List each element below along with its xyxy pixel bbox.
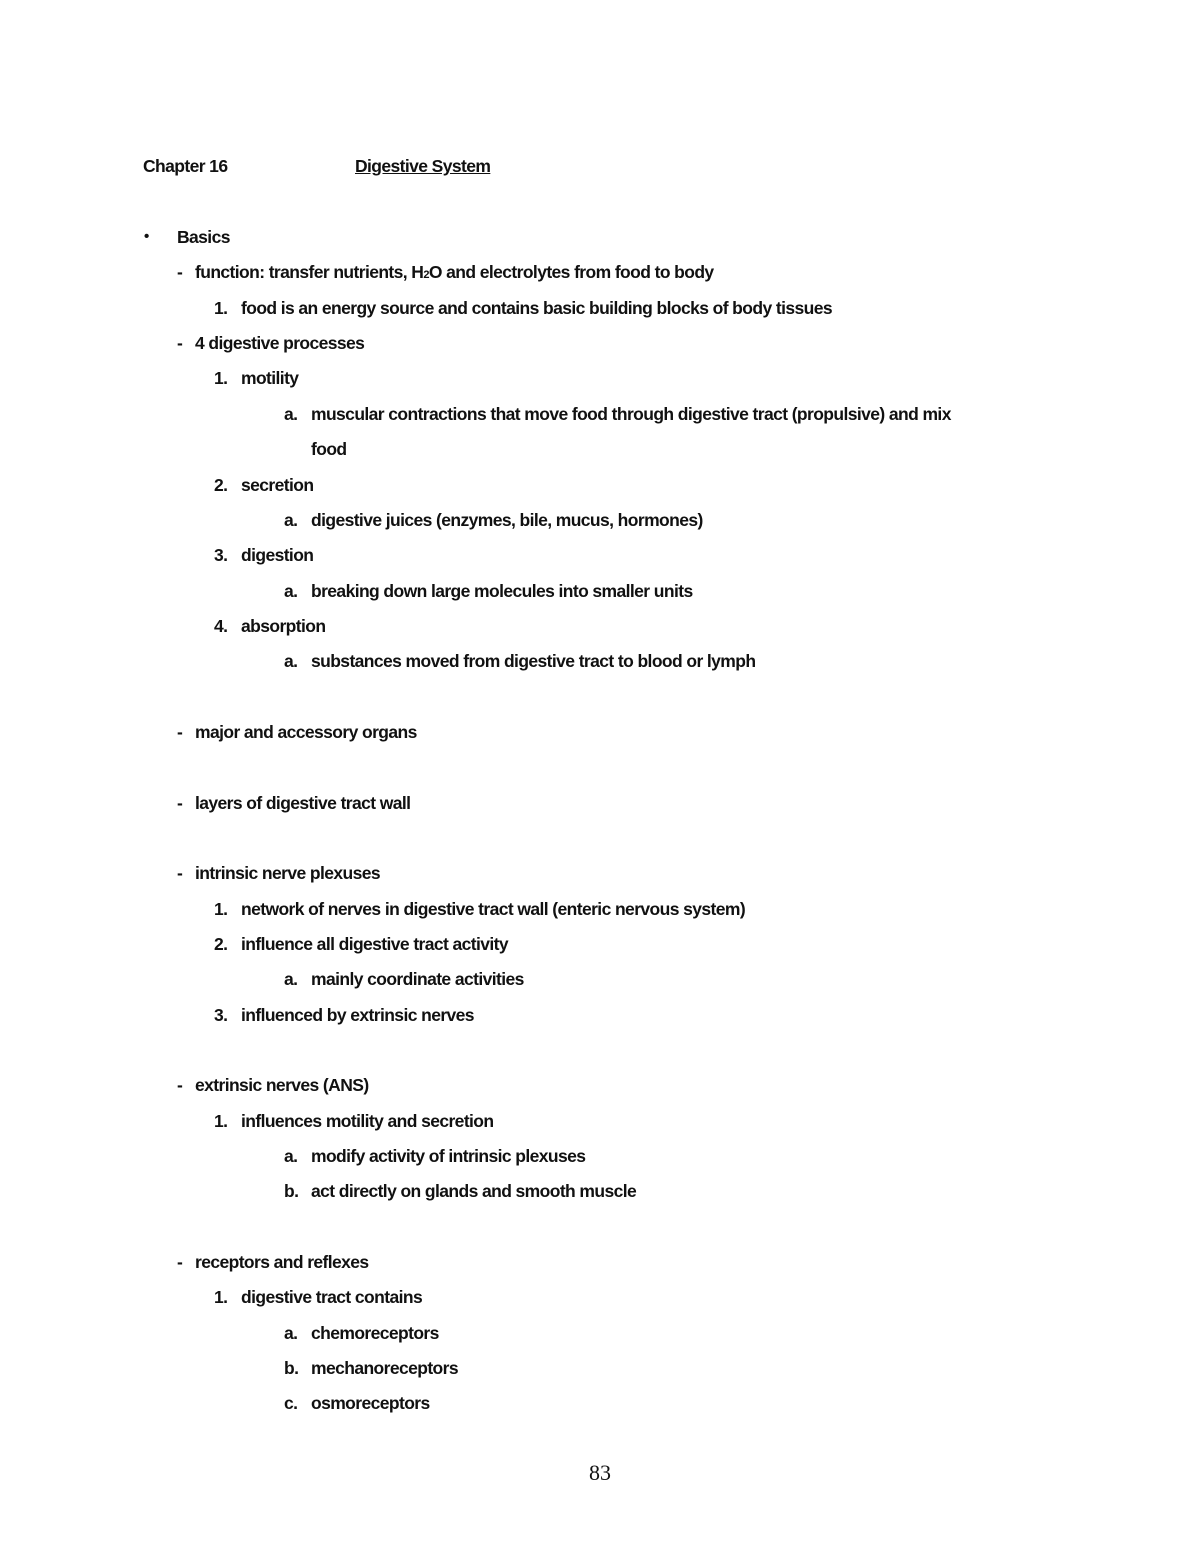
number-marker: 1. [214, 1287, 228, 1307]
receptors-1a-text: chemoreceptors [311, 1323, 439, 1343]
item-receptors-1c [284, 1392, 430, 1414]
item-intrinsic-2a [284, 968, 524, 990]
heading-basics [177, 226, 230, 248]
number-marker: 2. [214, 934, 228, 954]
item-organs [177, 721, 417, 743]
item-intrinsic-2 [214, 933, 508, 955]
item-receptors [177, 1251, 369, 1273]
item-layers [177, 792, 410, 814]
dash-marker: - [177, 722, 183, 742]
page-title: Digestive System [355, 156, 491, 176]
absorption-text: absorption [241, 616, 326, 636]
receptors-1c-text: osmoreceptors [311, 1393, 430, 1413]
item-absorption-a [284, 650, 755, 672]
extrinsic-1-text: influences motility and secretion [241, 1111, 494, 1131]
letter-marker: b. [284, 1358, 299, 1378]
number-marker: 2. [214, 475, 228, 495]
item-secretion-a [284, 509, 703, 531]
item-function: - function: transfer nutrients, H 2 O and electrolytes from food to body [177, 262, 714, 282]
item-motility-a-cont [311, 438, 347, 460]
item-motility [214, 367, 298, 389]
motility-a-text-cont: food [311, 439, 347, 459]
organs-text: major and accessory organs [195, 722, 417, 742]
digestion-a-text: breaking down large molecules into smaller units [311, 581, 693, 601]
item-extrinsic-1a [284, 1145, 585, 1167]
intrinsic-1-text: network of nerves in digestive tract wall (enteric nervous system) [241, 899, 746, 919]
bullet-icon: • [144, 228, 150, 245]
digestion-text: digestion [241, 545, 314, 565]
dash-marker: - [177, 863, 183, 883]
item-receptors-1b [284, 1357, 458, 1379]
item-extrinsic-1 [214, 1110, 493, 1132]
letter-marker: a. [284, 581, 298, 601]
dash-marker: - [177, 793, 183, 813]
item-receptors-1a [284, 1322, 439, 1344]
item-digestion-a [284, 580, 693, 602]
item-extrinsic [177, 1074, 369, 1096]
letter-marker: a. [284, 651, 298, 671]
number-marker: 3. [214, 1005, 228, 1025]
item-digestion [214, 544, 313, 566]
number-marker: 1. [214, 899, 228, 919]
number-marker: 4. [214, 616, 228, 636]
item-intrinsic [177, 862, 380, 884]
number-marker: 1. [214, 1111, 228, 1131]
item-secretion [214, 474, 313, 496]
extrinsic-1b-text: act directly on glands and smooth muscle [311, 1181, 637, 1201]
dash-marker: - [177, 1252, 183, 1272]
letter-marker: b. [284, 1181, 299, 1201]
number-marker: 1. [214, 368, 228, 388]
letter-marker: a. [284, 1146, 298, 1166]
function-text-pre: function: transfer nutrients, H [195, 262, 424, 282]
dash-marker: - [177, 262, 183, 282]
item-intrinsic-3 [214, 1004, 474, 1026]
number-marker: 3. [214, 545, 228, 565]
item-absorption [214, 615, 325, 637]
letter-marker: a. [284, 510, 298, 530]
secretion-a-text: digestive juices (enzymes, bile, mucus, hormones) [311, 510, 703, 530]
intrinsic-3-text: influenced by extrinsic nerves [241, 1005, 474, 1025]
letter-marker: a. [284, 969, 298, 989]
layers-text: layers of digestive tract wall [195, 793, 411, 813]
food-text: food is an energy source and contains basic building blocks of body tissues [241, 298, 832, 318]
function-text-post: O and electrolytes from food to body [428, 262, 714, 282]
item-motility-a [284, 403, 951, 425]
page-number: 83 [589, 1460, 611, 1485]
intrinsic-2a-text: mainly coordinate activities [311, 969, 524, 989]
absorption-a-text: substances moved from digestive tract to blood or lymph [311, 651, 756, 671]
item-food [214, 297, 832, 319]
item-extrinsic-1b [284, 1180, 636, 1202]
dash-marker: - [177, 1075, 183, 1095]
item-processes [177, 332, 364, 354]
letter-marker: a. [284, 1323, 298, 1343]
extrinsic-1a-text: modify activity of intrinsic plexuses [311, 1146, 586, 1166]
secretion-text: secretion [241, 475, 314, 495]
intrinsic-text: intrinsic nerve plexuses [195, 863, 380, 883]
basics-text: Basics [177, 227, 230, 247]
letter-marker: a. [284, 404, 298, 424]
letter-marker: c. [284, 1393, 298, 1413]
processes-text: 4 digestive processes [195, 333, 365, 353]
item-intrinsic-1 [214, 898, 745, 920]
number-marker: 1. [214, 298, 228, 318]
item-receptors-1 [214, 1286, 422, 1308]
receptors-1b-text: mechanoreceptors [311, 1358, 458, 1378]
chapter-label: Chapter 16 [143, 156, 228, 176]
dash-marker: - [177, 333, 183, 353]
motility-text: motility [241, 368, 299, 388]
intrinsic-2-text: influence all digestive tract activity [241, 934, 509, 954]
receptors-1-text: digestive tract contains [241, 1287, 423, 1307]
receptors-text: receptors and reflexes [195, 1252, 369, 1272]
extrinsic-text: extrinsic nerves (ANS) [195, 1075, 369, 1095]
motility-a-text: muscular contractions that move food through digestive tract (propulsive) and mix [311, 404, 951, 424]
